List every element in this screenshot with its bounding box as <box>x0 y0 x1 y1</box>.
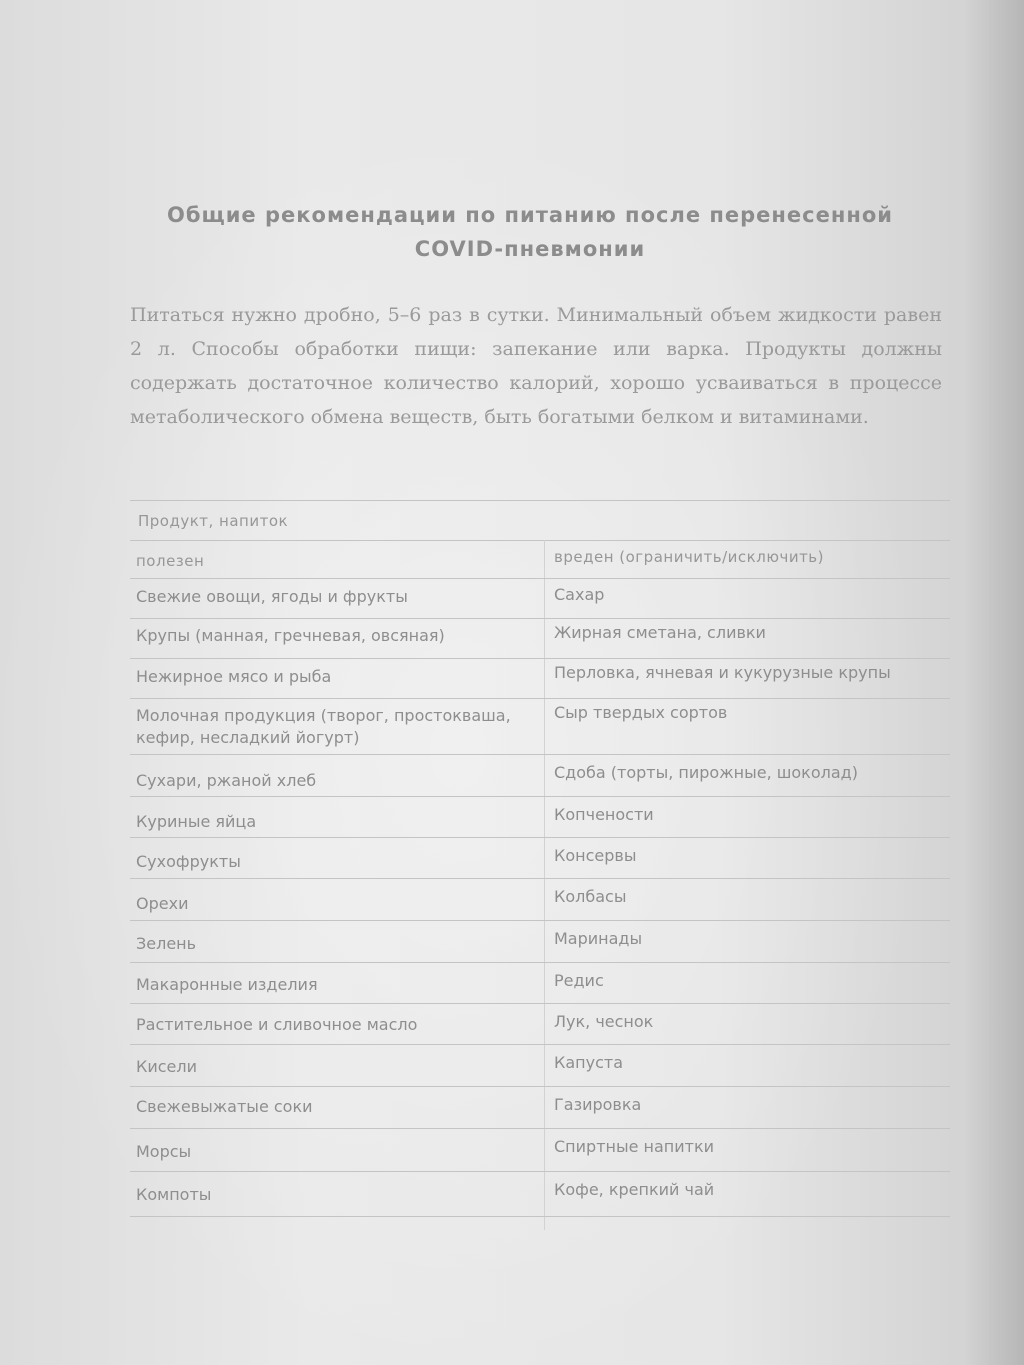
bad-item: Сахар <box>554 585 605 604</box>
bad-item: Редис <box>554 971 604 990</box>
row-rule <box>130 1003 950 1004</box>
row-rule <box>130 578 950 579</box>
bad-item: Перловка, ячневая и кукурузные крупы <box>554 663 891 682</box>
row-rule <box>130 698 950 699</box>
bad-item: Спиртные напитки <box>554 1137 715 1156</box>
document-title <box>100 198 960 266</box>
header-rule <box>130 540 950 541</box>
row-rule <box>130 1216 950 1217</box>
bad-item: Газировка <box>554 1095 642 1114</box>
bad-item: Маринады <box>554 929 643 948</box>
row-rule <box>130 796 950 797</box>
good-item: Морсы <box>136 1142 192 1161</box>
row-rule <box>130 1086 950 1087</box>
row-rule <box>130 1128 950 1129</box>
good-item: Компоты <box>136 1185 212 1204</box>
good-item: Зелень <box>136 934 197 953</box>
row-rule <box>130 1044 950 1045</box>
column-header-good: полезен <box>136 552 205 570</box>
bad-item: Жирная сметана, сливки <box>554 623 766 642</box>
intro-paragraph: Питаться нужно дробно, 5–6 раз в сутки. Минимальный объем жидкости равен 2 л. Способы обработки пищи: запекание или варка. Продукты должны содержать достаточное количество калорий, хорошо усваиваться в процессе метаболического обмена веществ, быть богатыми белком и витаминами. <box>130 304 942 428</box>
bad-item: Лук, чеснок <box>554 1012 654 1031</box>
paper-shadow <box>964 0 1024 1365</box>
good-item: Крупы (манная, гречневая, овсяная) <box>136 626 445 645</box>
row-rule <box>130 962 950 963</box>
row-rule <box>130 920 950 921</box>
title-line-2: COVID-пневмонии <box>414 237 646 261</box>
bad-item: Сыр твердых сортов <box>554 703 728 722</box>
bad-item: Консервы <box>554 846 637 865</box>
good-item: Макаронные изделия <box>136 975 318 994</box>
table-top-rule <box>130 500 950 501</box>
food-table <box>130 500 970 1230</box>
row-rule <box>130 618 950 619</box>
good-item: Куриные яйца <box>136 812 257 831</box>
good-item: Сухофрукты <box>136 852 241 871</box>
row-rule <box>130 658 950 659</box>
bad-item: Кофе, крепкий чай <box>554 1180 715 1199</box>
good-item: Свежие овощи, ягоды и фрукты <box>136 587 408 606</box>
title-line-1: Общие рекомендации по питанию после перенесенной <box>166 203 894 227</box>
row-rule <box>130 754 950 755</box>
bad-item: Сдоба (торты, пирожные, шоколад) <box>554 763 858 782</box>
bad-item: Копчености <box>554 805 654 824</box>
bad-item: Капуста <box>554 1053 624 1072</box>
bad-item: Колбасы <box>554 887 627 906</box>
column-divider <box>544 540 545 1230</box>
good-item: Молочная продукция (творог, простокваша, кефир, несладкий йогурт) <box>136 706 511 747</box>
column-header-bad: вреден (ограничить/исключить) <box>554 548 824 566</box>
good-item: Орехи <box>136 894 189 913</box>
good-item: Растительное и сливочное масло <box>136 1015 418 1034</box>
good-item: Сухари, ржаной хлеб <box>136 771 317 790</box>
table-header: Продукт, напиток <box>138 512 289 530</box>
good-item: Нежирное мясо и рыба <box>136 667 332 686</box>
row-rule <box>130 1171 950 1172</box>
good-item: Кисели <box>136 1057 198 1076</box>
row-rule <box>130 878 950 879</box>
good-item: Свежевыжатые соки <box>136 1097 313 1116</box>
row-rule <box>130 837 950 838</box>
